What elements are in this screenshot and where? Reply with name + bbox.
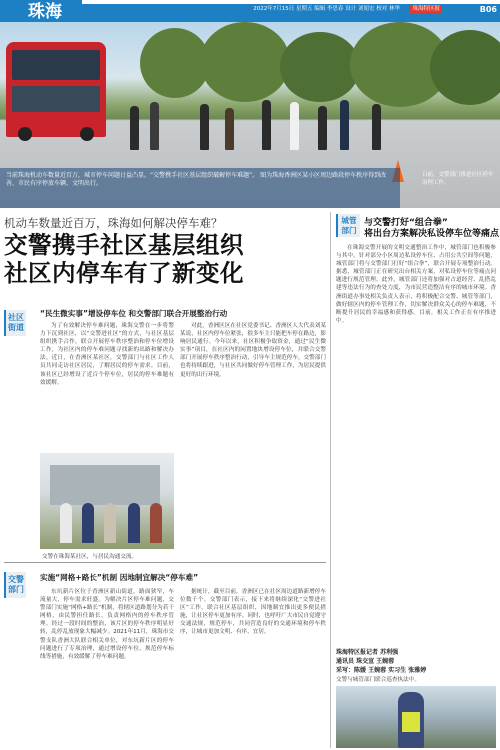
section-tag-community: 社区街道 — [4, 310, 26, 336]
headline-line-1: 交警携手社区基层组织 — [4, 231, 244, 259]
right-body: 在珠海交警开展的文明交通整治工作中，城管部门也积极参与其中。针对部分小区周边私设停车位、占用公共空间等问题，城管部门将与交警部门打好“组合拳”，联合开展专项整治行动。据悉，城管部门正在研究出台相关方案，对私设停车位等痛点问题进行规范管理。此外，城管部门还将加强对占道经营、乱搭乱建等违法行为的查处力度，为市民营造整洁有序的城市环境。香洲街道办事处相关负责人表示，将积极配合交警、城管等部门，做好辖区内的停车管理工作，切实解决群众关心的停车难题，不断提升居民的幸福感和获得感。目前，相关工作正在有序推进中。 — [336, 245, 496, 324]
section1-col2: 对此，香洲区区在社区党委书记、香洲区人大代表刘某某说，社区内停车位紧张，很多车主只能把车停在路边，影响居民通行。今年以来，社区积极争取资金，通过“民生微实事”项目，在社区内的闲置地块增设停车位，并联合交警部门开展停车秩序整治行动，引导车主规范停车。交警部门也将持续跟进，与社区共同做好停车管理工作，为居民提供更好的出行环境。 — [180, 323, 326, 378]
page-header — [0, 0, 500, 22]
credits-line-1: 珠海特区报记者 苏利强 — [336, 649, 399, 656]
article-headline — [4, 231, 244, 287]
section2-col1: 东坑新片区位于香洲区新山街道，路面狭窄，车流量大，停车需求旺盛。为解决片区停车难问题，交警部门实施“网格+路长”机制，将辖区道路划分为若干网格，由民警担任路长，负责网格内的停车秩序管理。经过一段时间的整治，该片区的停车秩序明显好转，乱停乱放现象大幅减少。2021年11月，珠海市交警支队香洲大队联合相关单位，对东坑新片区的停车问题进行了专项治理，通过增设停车位、规范停车标线等措施，有效缓解了停车难问题。 — [40, 589, 174, 660]
photo-caption: 当前珠海机动车数量近百万，城市停车问题日益凸显。“交警携手社区基层组织破解停车难题”。 图为珠海香洲区某小区周边路段停车秩序得到改善，市民有序停放车辆、文明出行。 — [0, 168, 400, 208]
issue-info: 2022年7月15日 星期五 编辑 李思春 设计 刘娟宏 校对 林华 — [253, 6, 400, 12]
section-title: 珠海 — [0, 0, 82, 24]
section-tag-urban: 城管部门 — [336, 214, 360, 237]
credits — [336, 648, 426, 675]
section1-title: “民生微实事”增设停车位 和交警部门联合开展整治行动 — [40, 309, 228, 318]
newspaper-badge: 珠海特区报 — [412, 6, 440, 12]
right-headline — [364, 218, 499, 240]
bus-image — [6, 42, 106, 137]
right-headline-line-2: 将出台方案解决私设停车位等痛点 — [364, 229, 500, 239]
right-photo-caption: 交警与城管部门联合巡查执法中。 — [336, 677, 420, 683]
inset-caption: 交警在珠海某社区，与居民沟通交流。 — [42, 554, 138, 560]
section2-col2: 据统计，截至目前，香洲区已在社区周边道路新增停车位数千个。交警部门表示，接下来将继续深化“交警进社区”工作，联合社区基层组织，因地制宜推出更多便民措施，让社区停车更加有序。同时，也呼吁广大市民自觉遵守交通法规，规范停车，共同营造良好的交通环境和停车秩序，让城市更加文明、有序、宜居。 — [180, 589, 326, 636]
section2-title: 实施“网格+路长”机制 因地制宜解决“停车难” — [40, 573, 199, 582]
section1-col1: 为了有效解决停车难问题，珠海交警在一步将警力下沉到社区，以“交警进社区”的方式，与社区基层组织携手合作，联合开展停车秩序整治和停车位增设工作，为社区内的停车难问题寻找新的出路和解决办法。近日，在香洲区某社区，交警部门与社区工作人员共同走访社区居民，了解居民的停车需求。目前，该社区已经增设了近百个停车位，居民的停车难题有效缓解。 — [40, 323, 174, 386]
inset-photo — [40, 453, 174, 549]
photo-caption-right: 日前，交警部门推进社区停车治理工作。 — [422, 172, 494, 186]
article-kicker: 机动车数量近百万，珠海如何解决停车难？ — [4, 216, 223, 230]
right-headline-line-1: 与交警打好“组合拳” — [364, 218, 448, 228]
right-photo — [336, 686, 496, 748]
section-rule — [4, 562, 326, 563]
section-tag-police: 交警部门 — [4, 572, 26, 598]
column-divider — [330, 212, 331, 748]
lead-photo — [0, 22, 500, 208]
headline-line-2: 社区内停车有了新变化 — [4, 259, 244, 287]
page-number: B06 — [479, 5, 497, 14]
credits-line-2: 通讯员 珠交宣 王婉蓉 — [336, 658, 395, 665]
credits-line-3: 采写：陈媛 王婉蓉 实习生 张雅婷 — [336, 667, 427, 674]
